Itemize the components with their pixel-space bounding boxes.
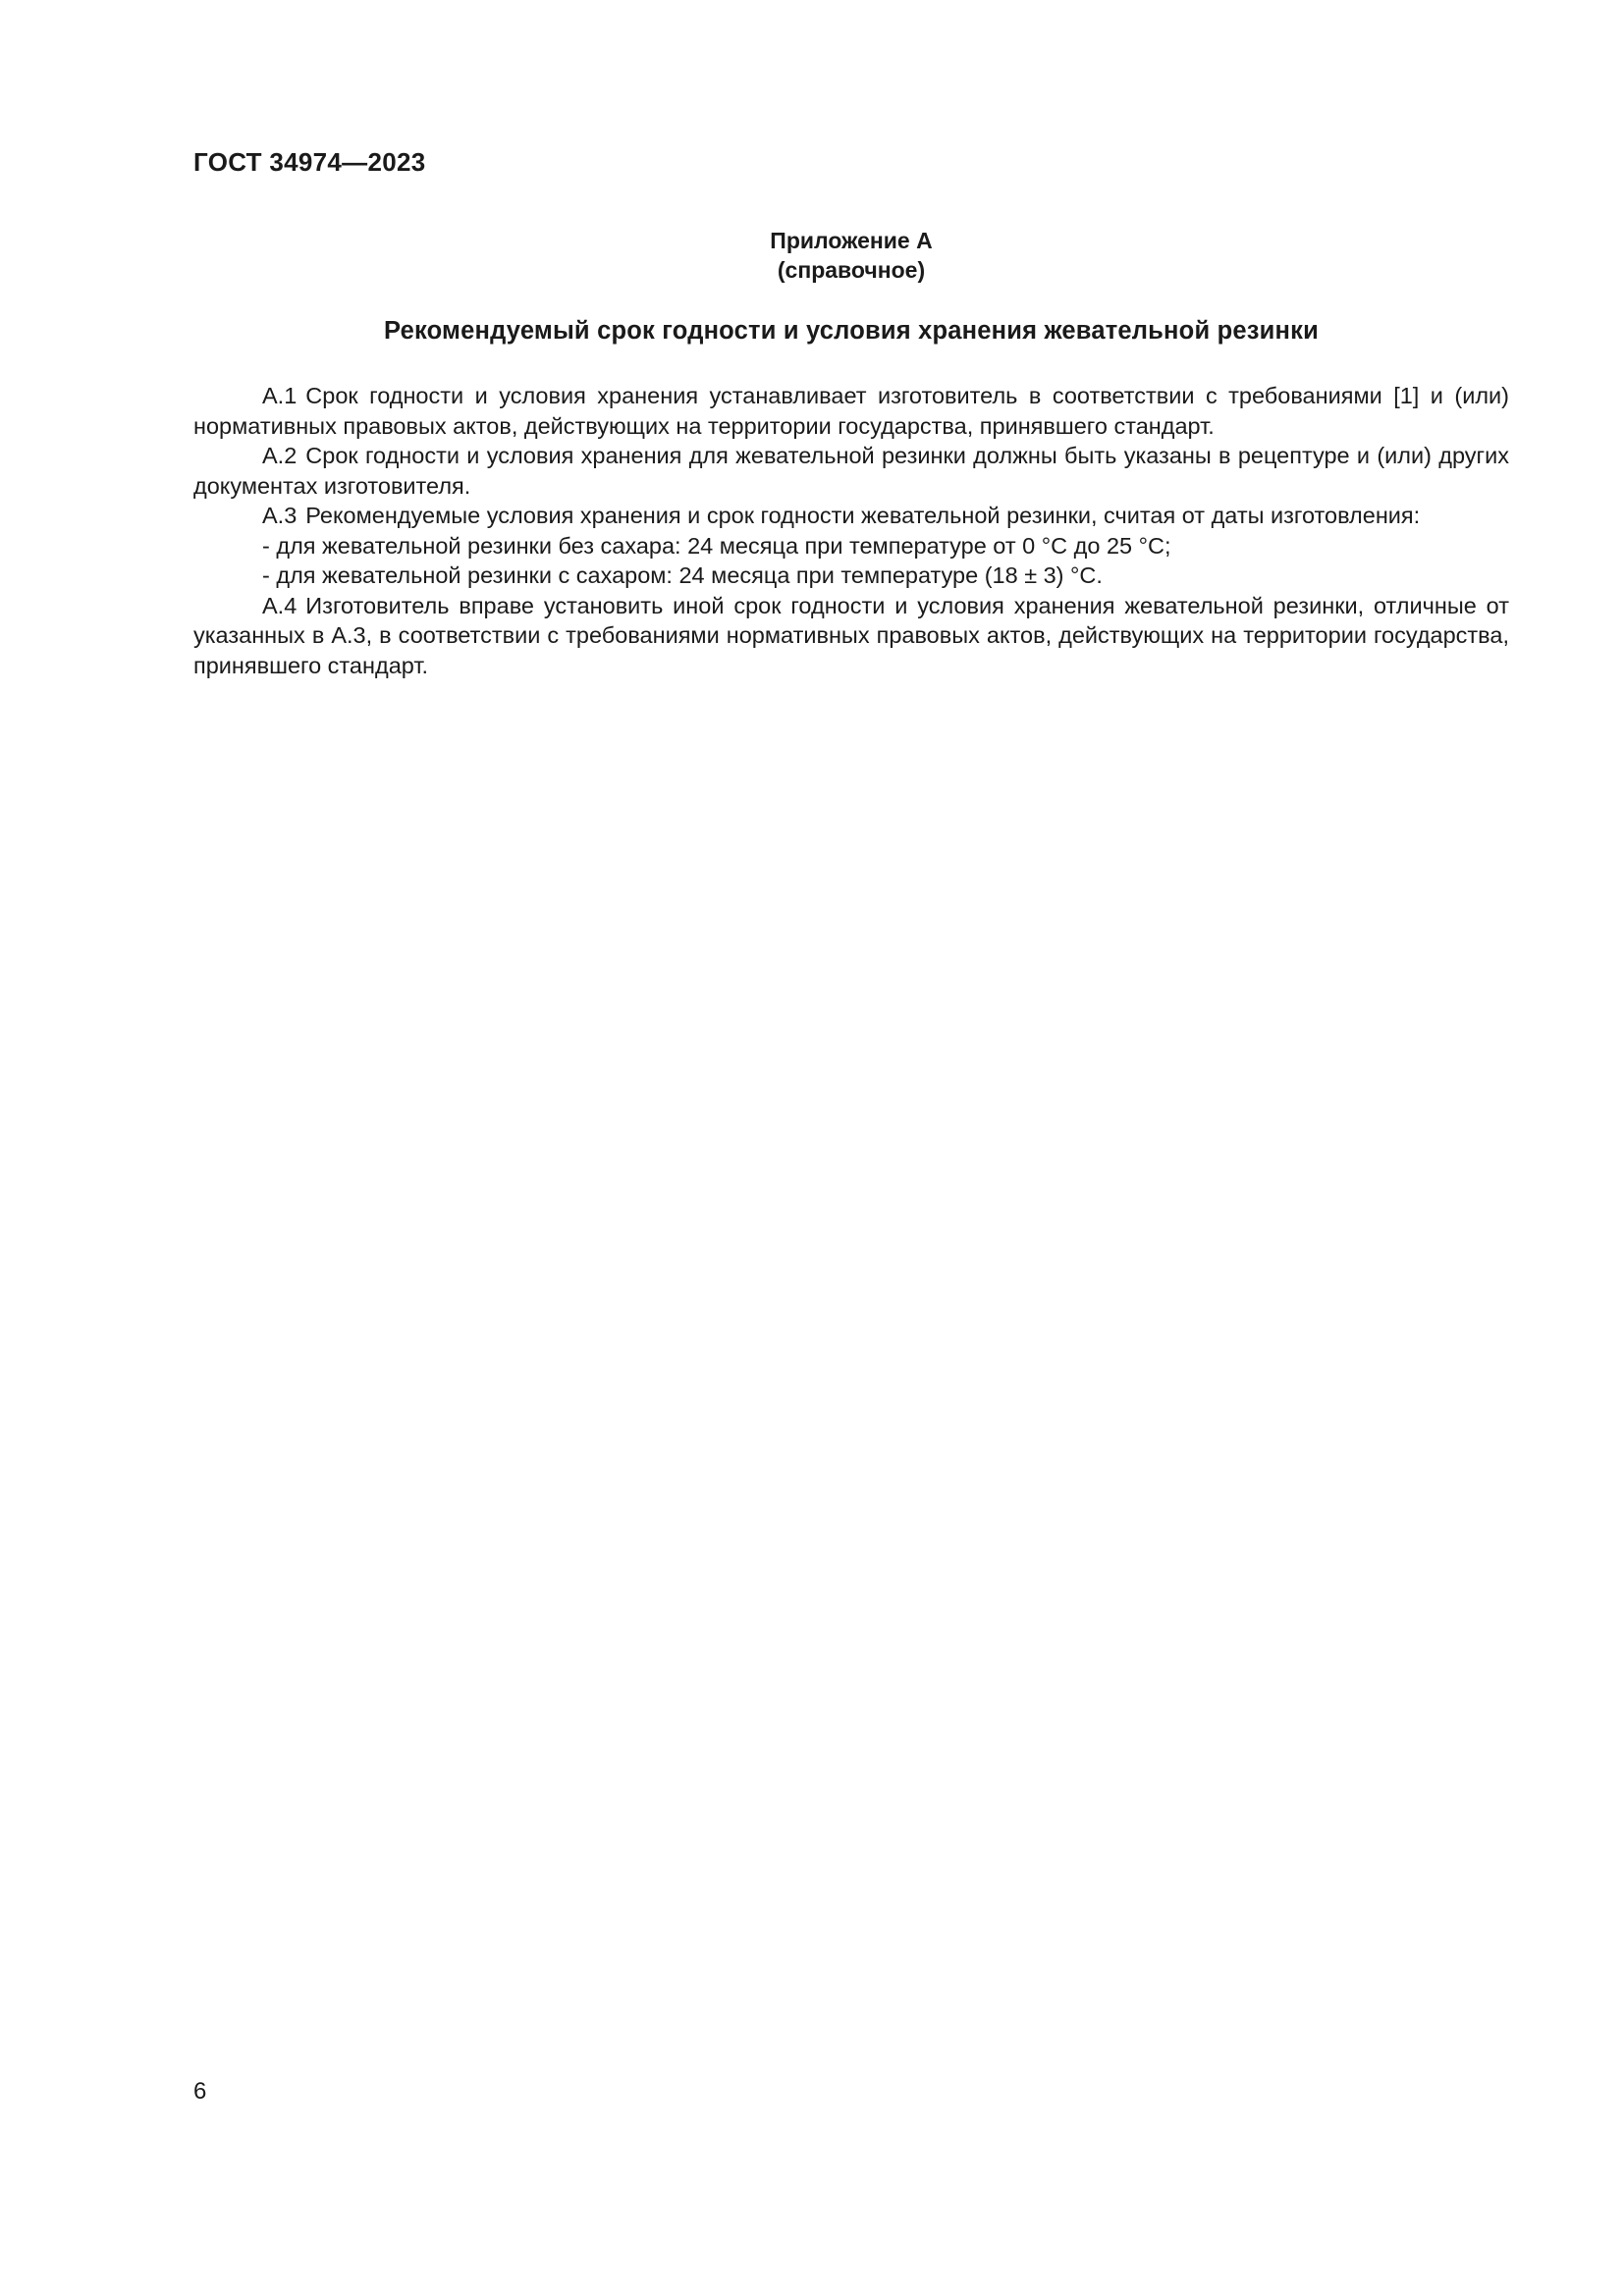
paragraph-text: Рекомендуемые условия хранения и срок годности жевательной резинки, считая от даты изготовления: [305,503,1421,528]
paragraph-number: А.2 [262,443,298,468]
paragraph-text: Срок годности и условия хранения для жевательной резинки должны быть указаны в рецептуре и (или) других документах изготовителя. [193,443,1509,499]
list-item-with-sugar [193,561,1509,591]
paragraph-text: Изготовитель вправе установить иной срок годности и условия хранения жевательной резинки, отличные от указанных в А.3, в соответствии с требованиями нормативных правовых актов, действующих на территории государства, принявшего стандарт. [193,592,1509,678]
paragraph-text: Срок годности и условия хранения устанавливает изготовитель в соответствии с требованиями [1] и (или) нормативных правовых актов, действующих на территории государства, принявшего стандарт. [193,383,1509,439]
paragraph-a1 [193,381,1509,441]
list-item-sugar-free [193,531,1509,561]
annex-body [193,381,1509,680]
annex-status: (справочное) [777,257,926,283]
annex-title: Рекомендуемый срок годности и условия хранения жевательной резинки [384,317,1319,345]
paragraph-number: А.3 [262,503,298,528]
document-code: ГОСТ 34974—2023 [193,147,426,177]
paragraph-number: А.4 [262,592,298,618]
paragraph-a2 [193,441,1509,501]
page-number: 6 [193,2078,207,2105]
annex-heading [193,226,1509,285]
paragraph-a4 [193,591,1509,681]
annex-label: Приложение А [770,228,933,253]
paragraph-a3 [193,501,1509,531]
list-item-text: - для жевательной резинки с сахаром: 24 месяца при температуре (18 ± 3) °С. [262,562,1103,588]
list-item-text: - для жевательной резинки без сахара: 24 месяца при температуре от 0 °С до 25 °С; [262,532,1171,559]
paragraph-number: А.1 [262,383,298,408]
